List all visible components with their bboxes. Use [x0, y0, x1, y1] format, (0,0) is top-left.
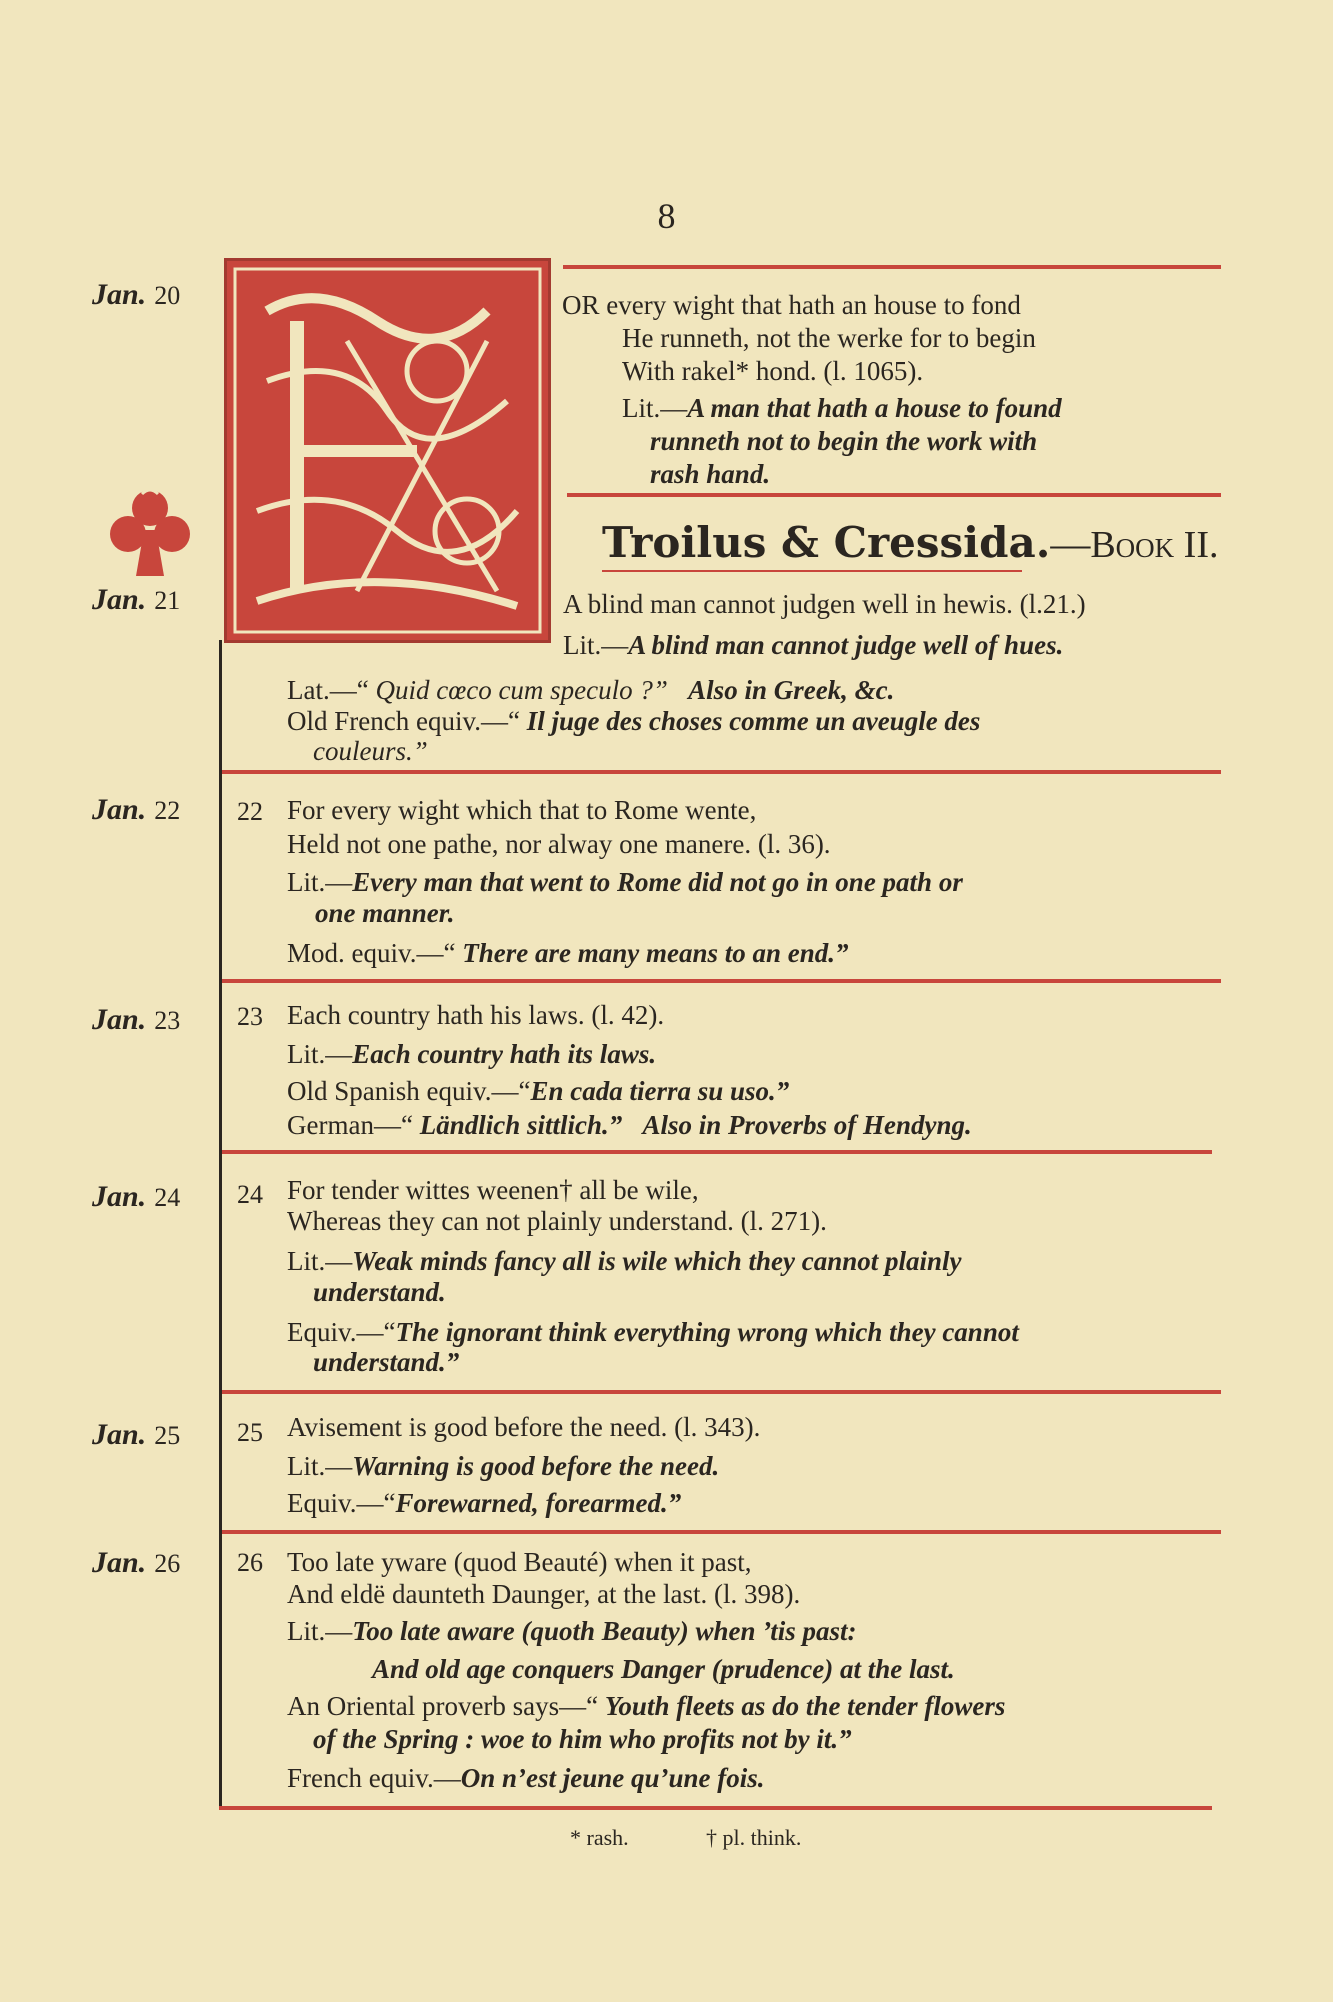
rule-above-heading	[567, 493, 1221, 497]
entry22-mod: Mod. equiv.—“ There are many means to an end.”	[287, 938, 849, 968]
entry24-equiv: Equiv.—“The ignorant think everything wrong which they cannot	[287, 1317, 1019, 1347]
date-jan-25: Jan. 25	[92, 1418, 181, 1451]
rule-22	[222, 770, 1221, 774]
date-jan-23: Jan. 23	[92, 1003, 181, 1036]
entry21-old-french: Old French equiv.—“ Il juge des choses comme un aveugle des	[287, 706, 981, 736]
date-jan-26: Jan. 26	[92, 1546, 181, 1579]
date-jan-21: Jan. 21	[92, 583, 181, 616]
entry20-lit: Lit.—A man that hath a house to found	[622, 393, 1062, 423]
entry21-latin: Lat.—“ Quid cœco cum speculo ?” Also in Greek, &c.	[287, 675, 895, 705]
entry22-line2: Held not one pathe, nor alway one manere. (l. 36).	[287, 829, 831, 859]
entry25-number: 25	[237, 1418, 263, 1447]
date-jan-24: Jan. 24	[92, 1180, 181, 1213]
entry25-equiv: Equiv.—“Forewarned, forearmed.”	[287, 1488, 682, 1518]
entry23-german: German—“ Ländlich sittlich.” Also in Proverbs of Hendyng.	[287, 1110, 972, 1140]
club-ornament-icon	[104, 480, 196, 580]
footnote-think: † pl. think.	[706, 1825, 802, 1850]
entry22-lit2: one manner.	[315, 898, 455, 928]
entry24-line1: For tender wittes weenen† all be wile,	[287, 1175, 699, 1205]
entry20-line3: With rakel* hond. (l. 1065).	[622, 356, 924, 386]
entry21-line1: A blind man cannot judgen well in hewis. (l.21.)	[563, 589, 1086, 619]
entry26-oriental: An Oriental proverb says—“ Youth fleets as do the tender flowers	[287, 1691, 1006, 1721]
section-heading: Troilus & Cressida.—Book II.	[602, 518, 1219, 567]
entry21-lit: Lit.—A blind man cannot judge well of hues.	[563, 630, 1064, 660]
entry22-number: 22	[237, 797, 263, 826]
frame-left-line	[219, 640, 222, 1810]
entry26-french: French equiv.—On n’est jeune qu’une fois.	[287, 1763, 765, 1793]
footnote-rash: * rash.	[570, 1825, 629, 1850]
rule-bottom	[219, 1806, 1212, 1810]
rule-24	[222, 1150, 1212, 1154]
entry24-number: 24	[237, 1180, 263, 1209]
entry23-line1: Each country hath his laws. (l. 42).	[287, 1000, 665, 1030]
ornamental-initial-F-icon	[224, 258, 551, 643]
entry24-lit: Lit.—Weak minds fancy all is wile which they cannot plainly	[287, 1246, 962, 1276]
entry24-equiv2: understand.”	[313, 1347, 460, 1377]
entry20-lit3: rash hand.	[650, 459, 771, 489]
entry24-line2: Whereas they can not plainly understand. (l. 271).	[287, 1206, 827, 1236]
rule-25	[222, 1390, 1221, 1394]
entry26-line2: And eldë daunteth Daunger, at the last. (l. 398).	[287, 1579, 801, 1609]
rule-23	[222, 979, 1221, 983]
entry20-line2: He runneth, not the werke for to begin	[622, 323, 1036, 353]
page-number: 8	[657, 196, 676, 236]
entry26-oriental2: of the Spring : woe to him who profits not by it.”	[313, 1724, 852, 1754]
entry25-line1: Avisement is good before the need. (l. 343).	[287, 1412, 761, 1442]
entry23-old-spanish: Old Spanish equiv.—“En cada tierra su uso.”	[287, 1076, 790, 1106]
entry26-lit: Lit.—Too late aware (quoth Beauty) when ’tis past:	[287, 1616, 857, 1646]
entry26-lit2: And old age conquers Danger (prudence) at the last.	[372, 1654, 955, 1684]
heading-underline	[602, 570, 1022, 572]
entry20-lit2: runneth not to begin the work with	[650, 426, 1038, 456]
rule-top	[563, 265, 1221, 269]
date-jan-20: Jan. 20	[92, 278, 181, 311]
entry22-lit: Lit.—Every man that went to Rome did not go in one path or	[287, 867, 963, 897]
entry23-number: 23	[237, 1002, 263, 1031]
entry23-lit: Lit.—Each country hath its laws.	[287, 1039, 657, 1069]
entry20-line1: OR every wight that hath an house to fond	[562, 290, 1021, 320]
entry25-lit: Lit.—Warning is good before the need.	[287, 1451, 720, 1481]
entry22-line1: For every wight which that to Rome wente,	[287, 795, 757, 825]
rule-26	[222, 1530, 1221, 1534]
date-jan-22: Jan. 22	[92, 793, 181, 826]
entry26-line1: Too late yware (quod Beauté) when it past,	[287, 1547, 752, 1577]
entry24-lit2: understand.	[313, 1277, 446, 1307]
entry21-old-french2: couleurs.”	[313, 736, 428, 766]
entry26-number: 26	[237, 1548, 263, 1577]
